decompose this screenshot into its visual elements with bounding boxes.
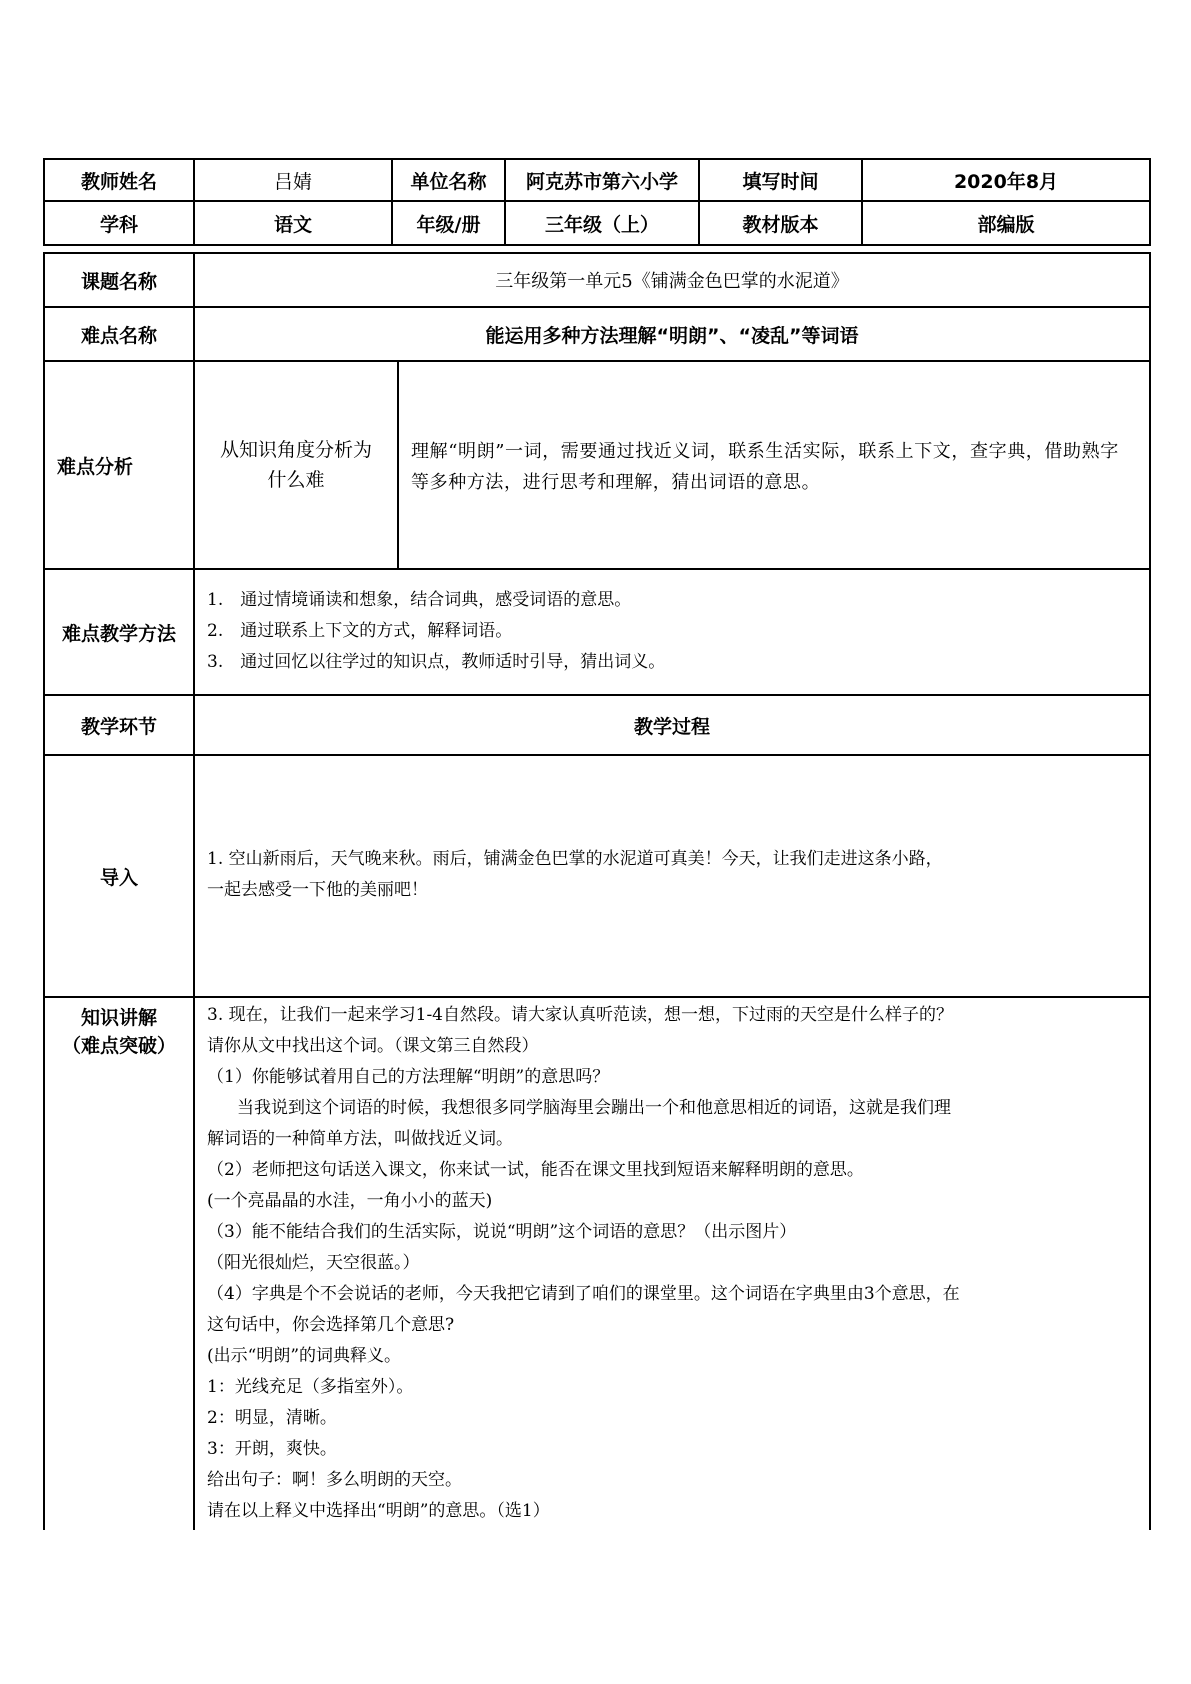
knowledge-line: 3. 现在，让我们一起来学习1-4自然段。请大家认真听范读，想一想，下过雨的天空是什么样子的？ xyxy=(207,1005,953,1025)
unit-label: 单位名称 xyxy=(391,158,506,202)
analysis-sublabel: 从知识角度分析为什么难 xyxy=(193,360,399,570)
edition-label: 教材版本 xyxy=(698,200,863,246)
analysis-text: 理解“明朗”一词，需要通过找近义词，联系生活实际，联系上下文，查字典，借助熟字等多种方法，进行思考和理解，猜出词语的意思。 xyxy=(397,360,1151,570)
unit-name: 阿克苏市第六小学 xyxy=(504,158,700,202)
knowledge-line: 1：光线充足（多指室外）。 xyxy=(207,1377,414,1397)
process-label: 教学环节 xyxy=(43,694,195,756)
teacher-name: 吕婧 xyxy=(193,158,393,202)
process-value: 教学过程 xyxy=(193,694,1151,756)
knowledge-text xyxy=(193,996,1151,1530)
method-item: 2. 通过联系上下文的方式，解释词语。 xyxy=(207,621,513,641)
fill-time: 2020年8月 xyxy=(861,158,1151,202)
time-label: 填写时间 xyxy=(698,158,863,202)
grade-label: 年级/册 xyxy=(391,200,506,246)
knowledge-label: 知识讲解 xyxy=(80,1007,157,1029)
knowledge-line: (出示“明朗”的词典释义。 xyxy=(207,1346,402,1366)
topic-label: 课题名称 xyxy=(43,252,195,308)
knowledge-line: 给出句子：啊！多么明朗的天空。 xyxy=(207,1470,462,1490)
knowledge-line: 3：开朗，爽快。 xyxy=(207,1439,337,1459)
method-item: 3. 通过回忆以往学过的知识点，教师适时引导，猜出词义。 xyxy=(207,652,666,672)
knowledge-line: （3）能不能结合我们的生活实际，说说“明朗”这个词语的意思？（出示图片） xyxy=(207,1222,797,1242)
knowledge-line: （阳光很灿烂，天空很蓝。） xyxy=(207,1253,420,1273)
knowledge-line: 请你从文中找出这个词。（课文第三自然段） xyxy=(207,1036,539,1056)
intro-line: 一起去感受一下他的美丽吧！ xyxy=(207,880,428,900)
teacher-label: 教师姓名 xyxy=(43,158,195,202)
subject-label: 学科 xyxy=(43,200,195,246)
analysis-label: 难点分析 xyxy=(43,360,195,570)
knowledge-label-cell xyxy=(43,996,195,1530)
knowledge-line: (一个亮晶晶的水洼，一角小小的蓝天) xyxy=(207,1191,493,1211)
edition: 部编版 xyxy=(861,200,1151,246)
method-item: 1. 通过情境诵读和想象，结合词典，感受词语的意思。 xyxy=(207,590,632,610)
knowledge-line: 2：明显，清晰。 xyxy=(207,1408,337,1428)
knowledge-line: 解词语的一种简单方法，叫做找近义词。 xyxy=(207,1129,513,1149)
difficulty-label: 难点名称 xyxy=(43,306,195,362)
topic-value: 三年级第一单元5《铺满金色巴掌的水泥道》 xyxy=(193,252,1151,308)
grade: 三年级（上） xyxy=(504,200,700,246)
knowledge-line: （2）老师把这句话送入课文，你来试一试，能否在课文里找到短语来解释明朗的意思。 xyxy=(207,1160,864,1180)
intro-text xyxy=(193,754,1151,998)
methods-list xyxy=(193,568,1151,696)
knowledge-line: 请在以上释义中选择出“明朗”的意思。（选1） xyxy=(207,1501,550,1521)
knowledge-sublabel: （难点突破） xyxy=(61,1035,176,1057)
knowledge-line: （4）字典是个不会说话的老师，今天我把它请到了咱们的课堂里。这个词语在字典里由3个意思，在 xyxy=(207,1284,960,1304)
methods-label: 难点教学方法 xyxy=(43,568,195,696)
intro-label: 导入 xyxy=(43,754,195,998)
difficulty-value: 能运用多种方法理解“明朗”、“凌乱”等词语 xyxy=(193,306,1151,362)
subject: 语文 xyxy=(193,200,393,246)
knowledge-line: 当我说到这个词语的时候，我想很多同学脑海里会蹦出一个和他意思相近的词语，这就是我们理 xyxy=(237,1098,951,1118)
intro-line: 1. 空山新雨后，天气晚来秋。雨后，铺满金色巴掌的水泥道可真美！今天，让我们走进这条小路， xyxy=(207,849,943,869)
knowledge-line: （1）你能够试着用自己的方法理解“明朗”的意思吗？ xyxy=(207,1067,610,1087)
knowledge-line: 这句话中，你会选择第几个意思? xyxy=(207,1315,455,1335)
